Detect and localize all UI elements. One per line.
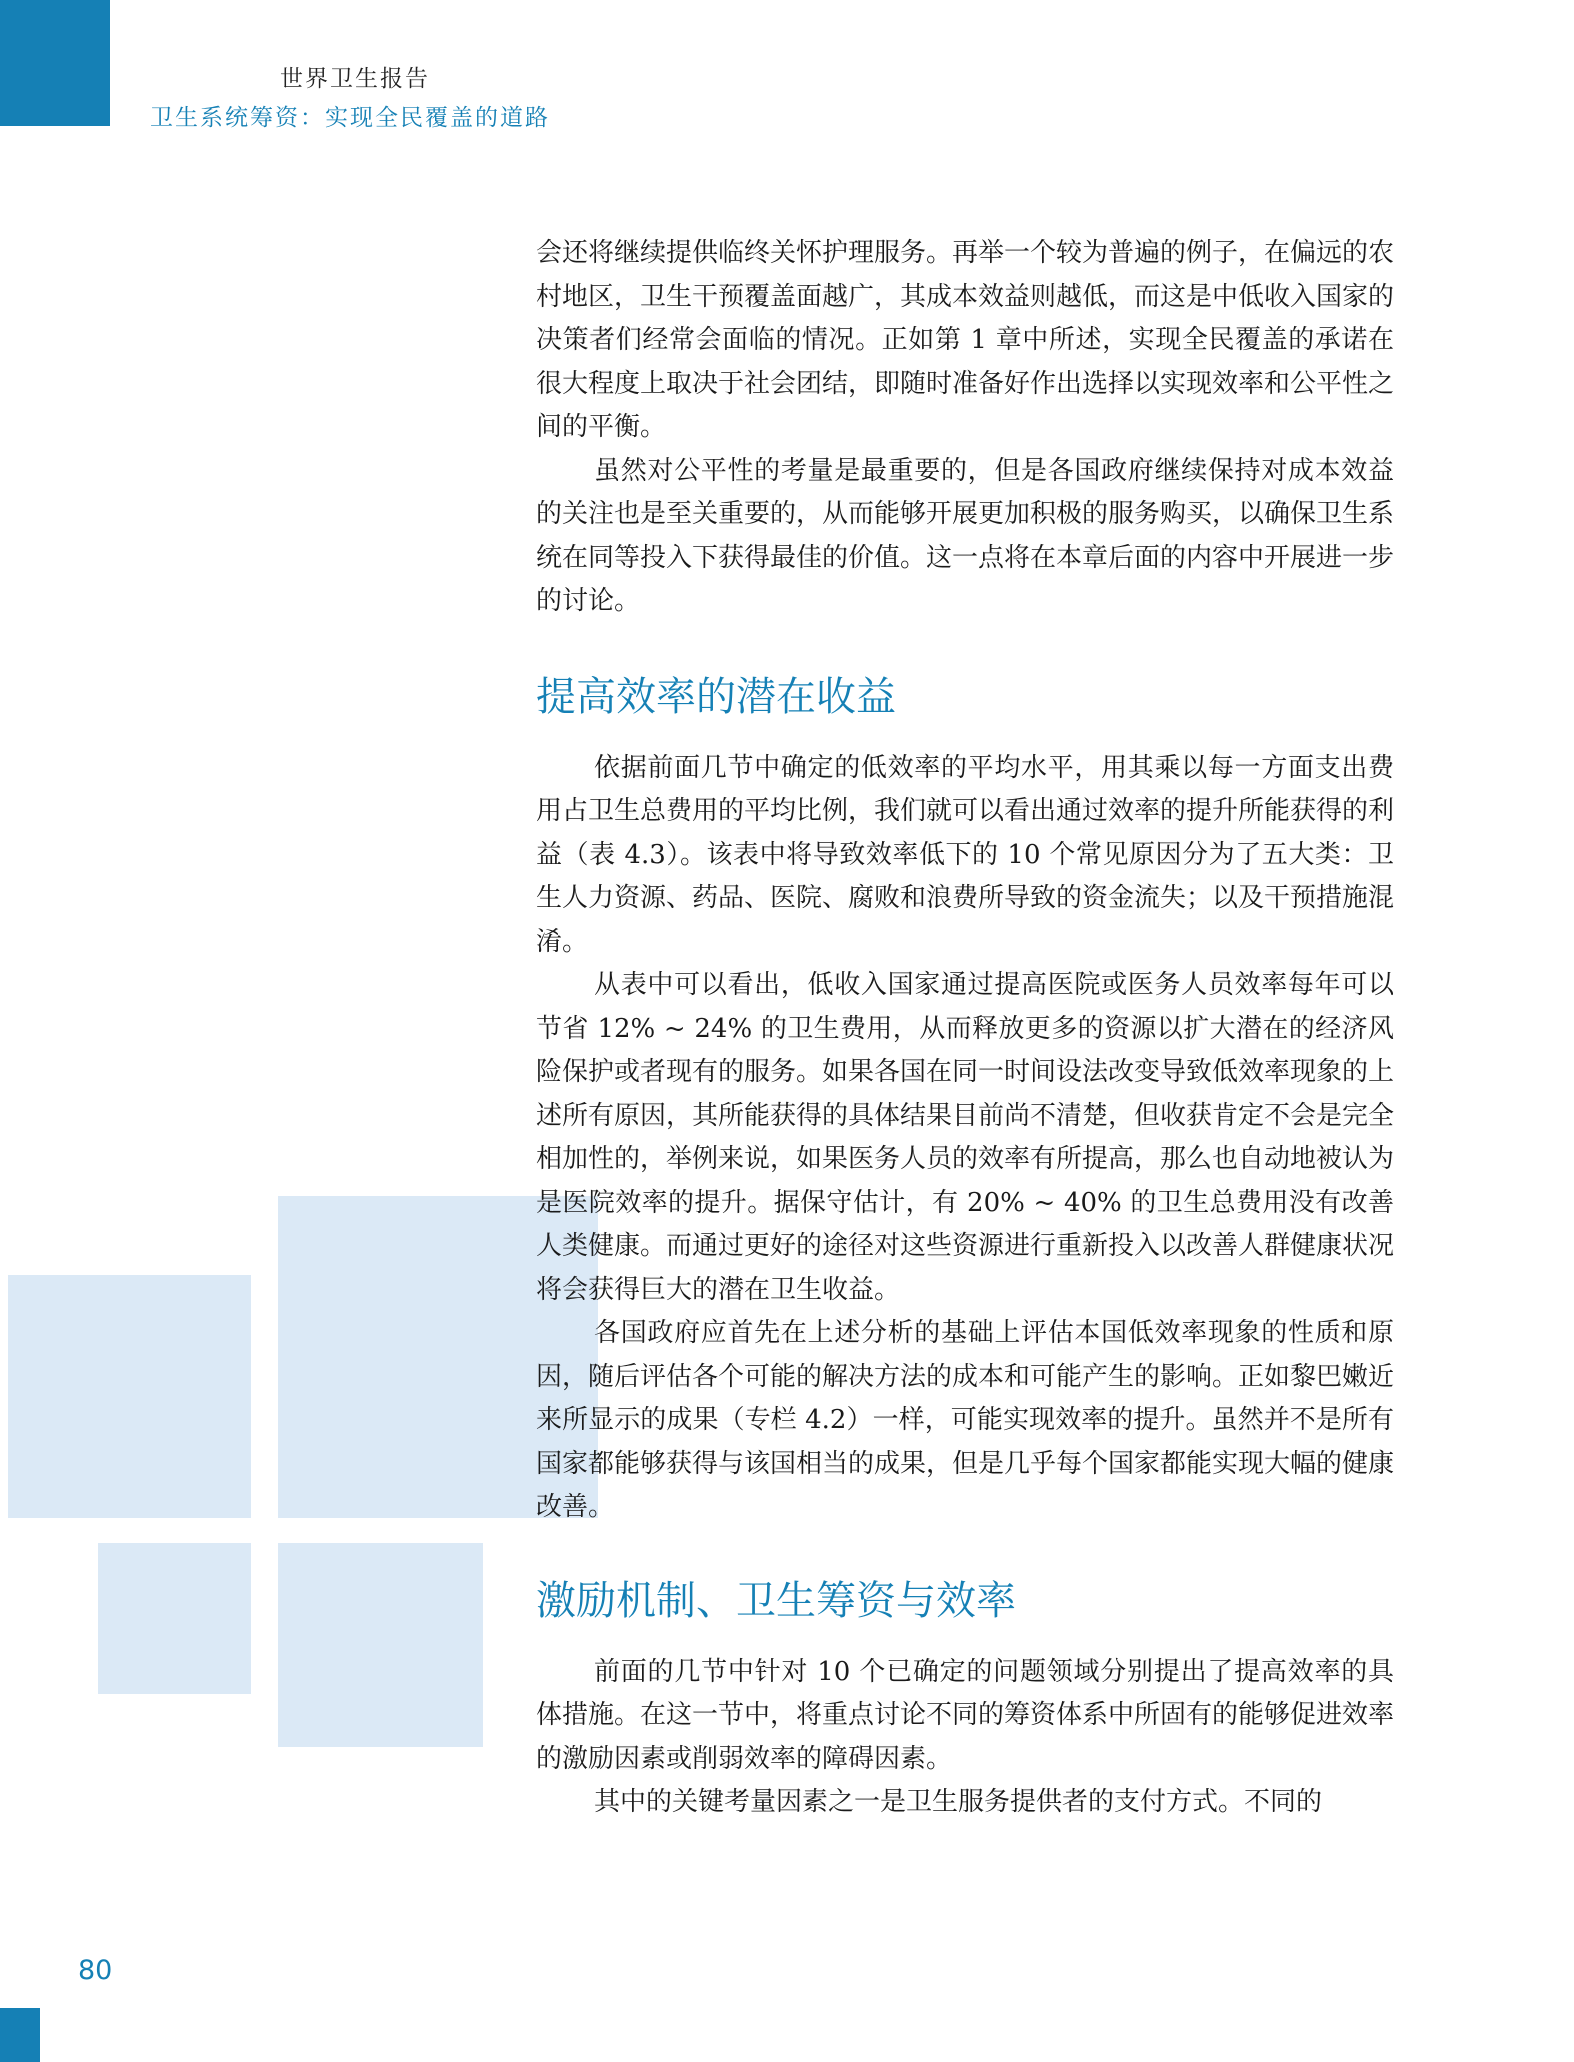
body-paragraph: 虽然对公平性的考量是最重要的，但是各国政府继续保持对成本效益的关注也是至关重要的，从而能够开展更加积极的服务购买，以确保卫生系统在同等投入下获得最佳的价值。这一点将在本章后面的内容中开展进一步的讨论。 [536,455,1395,616]
main-content [536,232,1394,1825]
body-paragraph: 会还将继续提供临终关怀护理服务。再举一个较为普遍的例子，在偏远的农村地区，卫生干预覆盖面越广，其成本效益则越低，而这是中低收入国家的决策者们经常会面临的情况。正如第 1 章中所述，实现全民覆盖的承诺在很大程度上取决于社会团结，即随时准备好作出选择以实现效率和公平性之间的平衡。 [536,238,1395,442]
section-heading-efficiency-gains: 提高效率的潜在收益 [536,673,896,720]
decor-square-bottom-left [98,1543,251,1694]
section-heading-incentives: 激励机制、卫生筹资与效率 [536,1577,1016,1624]
body-paragraph: 各国政府应首先在上述分析的基础上评估本国低效率现象的性质和原因，随后评估各个可能的解决方法的成本和可能产生的影响。正如黎巴嫩近来所显示的成果（专栏 4.2）一样，可能实现效率的提升。虽然并不是所有国家都能够获得与该国相当的成果，但是几乎每个国家都能实现大幅的健康改善。 [536,1318,1395,1522]
header-color-block [0,0,110,126]
page-number: 80 [78,1955,113,1986]
decor-square-left [8,1275,251,1518]
body-paragraph: 前面的几节中针对 10 个已确定的问题领域分别提出了提高效率的具体措施。在这一节中，将重点讨论不同的筹资体系中所固有的能够促进效率的激励因素或削弱效率的障碍因素。 [536,1656,1395,1774]
decor-square-bottom-right [278,1543,483,1747]
footer-color-block [0,2008,40,2062]
report-subtitle: 卫生系统筹资：实现全民覆盖的道路 [150,105,550,131]
body-paragraph: 从表中可以看出，低收入国家通过提高医院或医务人员效率每年可以节省 12% ~ 24% 的卫生费用，从而释放更多的资源以扩大潜在的经济风险保护或者现有的服务。如果各国在同一时间设法改变导致低效率现象的上述所有原因，其所能获得的具体结果目前尚不清楚，但收获肯定不会是完全相加性的，举例来说，如果医务人员的效率有所提高，那么也自动地被认为是医院效率的提升。据保守估计，有 20% ~ 40% 的卫生总费用没有改善人类健康。而通过更好的途径对这些资源进行重新投入以改善人群健康状况将会获得巨大的潜在卫生收益。 [536,970,1395,1305]
body-paragraph: 依据前面几节中确定的低效率的平均水平，用其乘以每一方面支出费用占卫生总费用的平均比例，我们就可以看出通过效率的提升所能获得的利益（表 4.3）。该表中将导致效率低下的 10 个常见原因分为了五大类：卫生人力资源、药品、医院、腐败和浪费所导致的资金流失；以及干预措施混淆。 [536,752,1395,957]
body-paragraph: 其中的关键考量因素之一是卫生服务提供者的支付方式。不同的 [594,1787,1323,1817]
report-title: 世界卫生报告 [280,66,430,92]
